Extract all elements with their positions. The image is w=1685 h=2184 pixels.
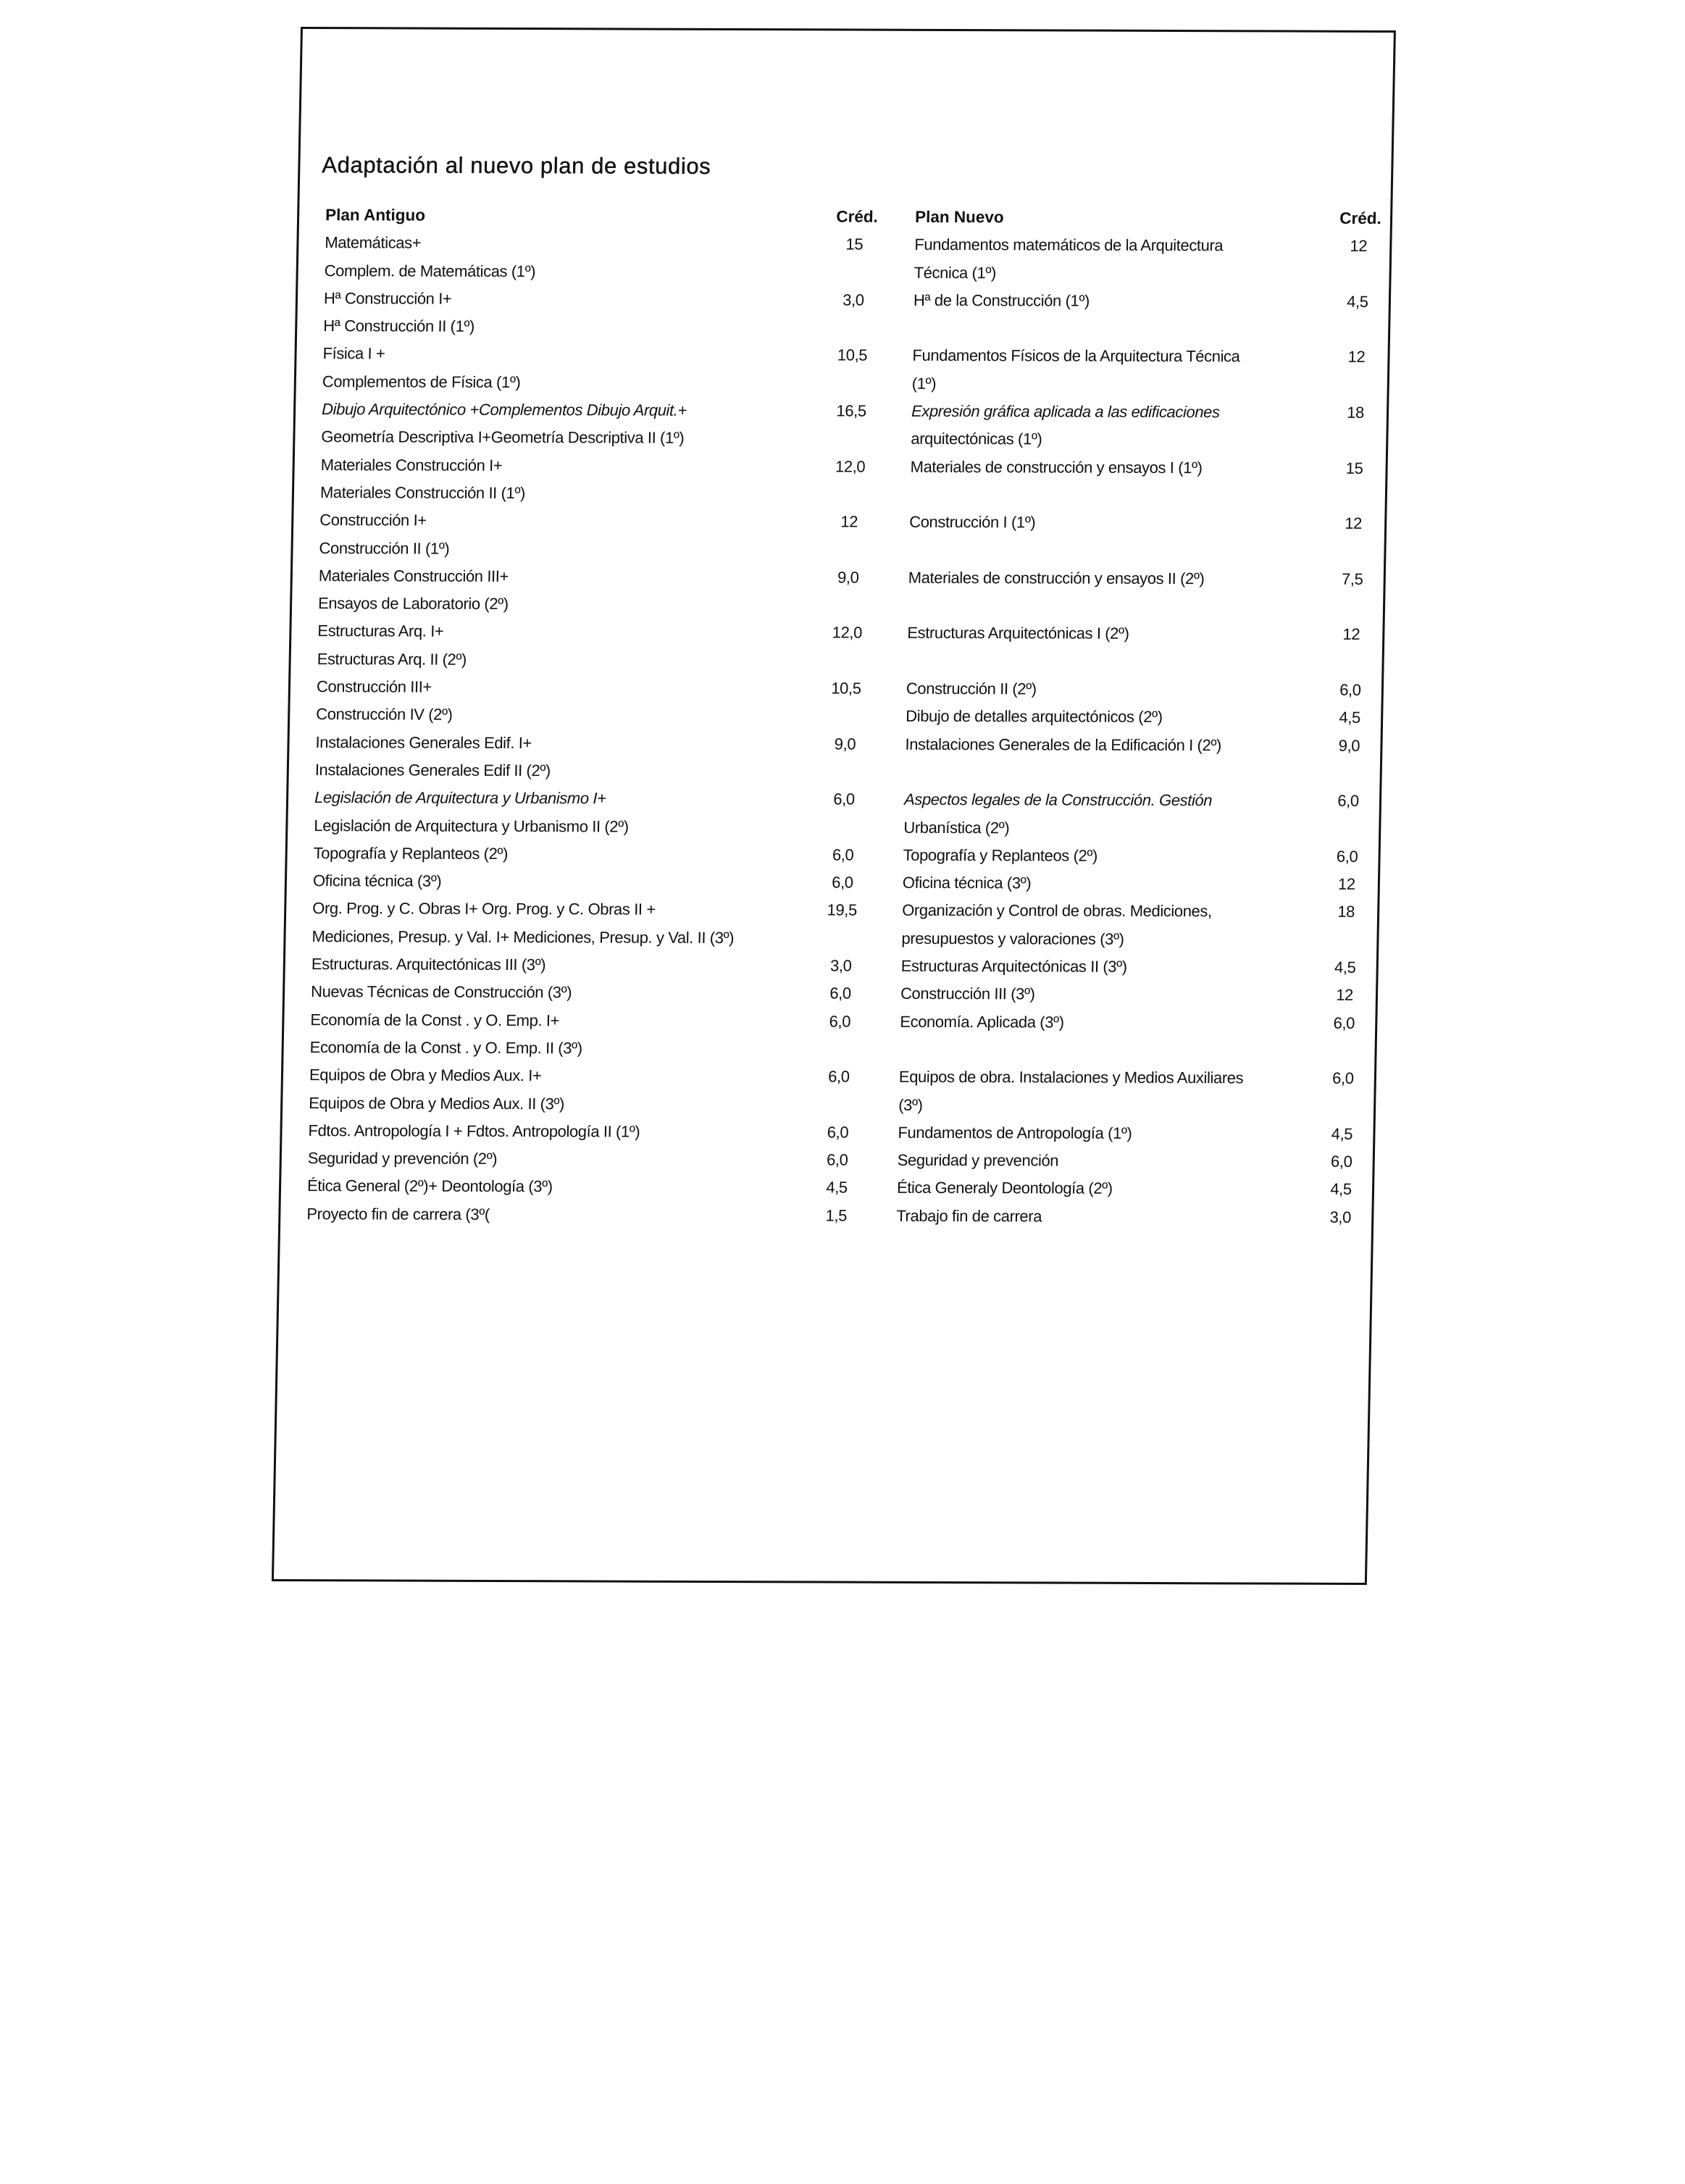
old-subject: Hª Construcción I+ [323, 289, 452, 308]
old-subject: Nuevas Técnicas de Construcción (3º) [310, 982, 572, 1002]
old-subject: Matemáticas+ [325, 233, 422, 252]
old-credits: 6,0 [829, 1012, 851, 1031]
old-subject: Materiales Construcción III+ [318, 566, 509, 585]
new-credits: 7,5 [1341, 569, 1363, 588]
table-row [288, 729, 1380, 788]
old-credits: 4,5 [826, 1178, 848, 1197]
table-row [293, 506, 1384, 566]
new-credits: 12 [1335, 986, 1354, 1005]
table-row-line [298, 257, 1389, 288]
table-row [297, 285, 1389, 344]
old-credits: 16,5 [836, 401, 866, 420]
new-subject: Hª de la Construcción (1º) [913, 290, 1090, 310]
new-credits: 3,0 [1329, 1208, 1352, 1226]
old-credits: 9,0 [834, 735, 856, 753]
table-row-line [280, 1200, 1372, 1231]
new-credits: 4,5 [1346, 292, 1368, 311]
new-credits: 12 [1342, 625, 1360, 644]
table-row-line [288, 784, 1380, 815]
table-row [285, 950, 1376, 982]
old-credits: 6,0 [826, 1150, 848, 1169]
table-row-line [296, 340, 1388, 371]
new-credits: 6,0 [1330, 1152, 1352, 1171]
header-old-credits: Créd. [836, 207, 879, 226]
old-subject: Equipos de Obra y Medios Aux. II (3º) [309, 1093, 565, 1113]
new-subject: Instalaciones Generales de la Edificación I (2º) [905, 735, 1222, 754]
new-subject: Construcción II (2º) [906, 679, 1037, 698]
table-row-line [284, 1006, 1376, 1037]
table-row-line [282, 1117, 1373, 1148]
old-subject: Geometría Descriptiva I+Geometría Descriptiva II (1º) [321, 427, 685, 448]
table-row-line [294, 451, 1386, 482]
old-subject: Dibujo Arquitectónico +Complementos Dibujo Arquit.+ [321, 400, 687, 419]
new-subject: Oficina técnica (3º) [902, 873, 1032, 892]
table-row-line [289, 729, 1381, 760]
old-subject: Estructuras. Arquitectónicas III (3º) [311, 955, 546, 974]
new-subject: arquitectónicas (1º) [911, 430, 1042, 448]
old-credits: 1,5 [825, 1206, 848, 1225]
new-credits: 6,0 [1333, 1013, 1355, 1032]
new-credits: 4,5 [1331, 1124, 1353, 1143]
old-subject: Legislación de Arquitectura y Urbanismo II (2º) [314, 816, 629, 836]
table-row-line [291, 617, 1383, 648]
table-row [281, 1172, 1373, 1203]
table-row-line [283, 1089, 1374, 1121]
table-row [296, 340, 1387, 399]
table-row-line [295, 423, 1387, 454]
table-body [280, 229, 1390, 1231]
table-row-line [297, 312, 1389, 343]
new-subject: (1º) [911, 374, 937, 393]
old-subject: Construcción I+ [319, 511, 427, 530]
new-subject: Expresión gráfica aplicada a las edificaciones [911, 401, 1220, 422]
table-row [280, 1200, 1372, 1231]
old-subject: Fdtos. Antropología I + Fdtos. Antropología II (1º) [308, 1121, 640, 1141]
new-subject: Topografía y Replanteos (2º) [903, 845, 1098, 865]
new-subject: Fundamentos de Antropología (1º) [898, 1123, 1132, 1142]
document-title: Adaptación al nuevo plan de estudios [322, 152, 711, 179]
table-row [290, 700, 1381, 732]
new-credits: 12 [1350, 237, 1368, 256]
old-credits: 12,0 [832, 623, 863, 643]
new-credits: 6,0 [1339, 680, 1361, 699]
new-subject: Economía. Aplicada (3º) [900, 1012, 1064, 1032]
new-subject: Construcción I (1º) [909, 513, 1036, 532]
table-row [283, 1006, 1375, 1066]
table-row-line [293, 535, 1384, 566]
table-row-line [292, 562, 1384, 593]
table-row [288, 784, 1379, 843]
old-credits: 6,0 [832, 873, 853, 892]
old-subject: Legislación de Arquitectura y Urbanismo I+ [314, 788, 606, 808]
new-credits: 6,0 [1331, 1069, 1354, 1088]
document-frame [272, 27, 1396, 1585]
old-credits: 19,5 [827, 900, 858, 920]
new-credits: 4,5 [1339, 708, 1361, 727]
new-credits: 6,0 [1336, 847, 1358, 866]
new-subject: Trabajo fin de carrera [896, 1206, 1042, 1226]
old-subject: Instalaciones Generales Edif. I+ [315, 732, 532, 752]
new-credits: 15 [1345, 459, 1363, 477]
table-row-line [288, 756, 1380, 787]
old-credits: 6,0 [828, 1067, 850, 1086]
old-credits: 12 [840, 512, 858, 531]
new-credits: 12 [1345, 514, 1363, 533]
new-subject: Técnica (1º) [913, 263, 997, 282]
old-subject: Materiales Construcción I+ [320, 455, 503, 474]
new-subject: Aspectos legales de la Construcción. Gestión [903, 790, 1213, 810]
old-subject: Seguridad y prevención (2º) [307, 1149, 498, 1168]
old-credits: 10,5 [831, 679, 861, 698]
table-row [292, 562, 1384, 622]
table-row-line [283, 1061, 1375, 1092]
table-row-line [296, 396, 1387, 427]
old-credits: 6,0 [832, 845, 854, 864]
old-credits: 15 [845, 235, 864, 254]
table-row [281, 1145, 1373, 1176]
table-row-line [290, 700, 1381, 732]
old-subject: Estructuras Arq. II (2º) [317, 649, 467, 669]
new-subject: Estructuras Arquitectónicas II (3º) [900, 956, 1127, 976]
table-row [298, 229, 1389, 288]
equivalence-table [280, 201, 1390, 1231]
new-subject: Ética Generaly Deontología (2º) [896, 1179, 1113, 1198]
table-row-line [296, 368, 1387, 399]
table-row-line [285, 950, 1376, 982]
table-row [295, 396, 1387, 455]
old-credits: 6,0 [829, 984, 852, 1003]
old-subject: Materiales Construcción II (1º) [319, 483, 526, 503]
new-subject: presupuestos y valoraciones (3º) [901, 929, 1124, 948]
new-credits: 4,5 [1330, 1180, 1352, 1199]
table-row-line [283, 1034, 1375, 1065]
old-subject: Construcción IV (2º) [316, 705, 453, 724]
new-subject: Fundamentos matemáticos de la Arquitectura [914, 235, 1224, 255]
table-row-line [287, 840, 1379, 871]
new-subject: (3º) [898, 1095, 923, 1114]
new-subject: Fundamentos Físicos de la Arquitectura Técnica [912, 346, 1240, 366]
table-row-line [281, 1145, 1373, 1176]
table-row-line [298, 285, 1389, 316]
old-subject: Equipos de Obra y Medios Aux. I+ [309, 1066, 542, 1085]
header-new-plan: Plan Nuevo [914, 207, 1004, 227]
new-subject: Materiales de construcción y ensayos II (2º) [908, 568, 1205, 588]
table-row [285, 978, 1376, 1009]
old-subject: Complementos de Física (1º) [322, 372, 521, 391]
new-subject: Organización y Control de obras. Mediciones, [901, 901, 1212, 921]
new-subject: Urbanística (2º) [903, 818, 1010, 837]
old-subject: Instalaciones Generales Edif II (2º) [314, 761, 551, 780]
old-credits: 6,0 [827, 1123, 849, 1142]
table-row-line [298, 229, 1390, 260]
old-credits: 3,0 [829, 956, 852, 975]
new-subject: Seguridad y prevención [897, 1150, 1059, 1170]
table-row [294, 451, 1386, 511]
table-row [290, 673, 1382, 704]
new-subject: Equipos de obra. Instalaciones y Medios Auxiliares [898, 1068, 1244, 1087]
old-subject: Proyecto fin de carrera (3º( [306, 1204, 490, 1223]
new-subject: Materiales de construcción y ensayos I (1º) [910, 457, 1203, 477]
old-subject: Hª Construcción II (1º) [323, 317, 475, 336]
new-credits: 4,5 [1334, 958, 1356, 976]
new-credits: 6,0 [1337, 792, 1359, 811]
old-subject: Física I + [322, 344, 385, 363]
table-row-line [288, 812, 1379, 843]
new-subject: Construcción III (3º) [900, 984, 1035, 1003]
old-subject: Oficina técnica (3º) [312, 871, 442, 890]
table-row-line [285, 978, 1376, 1009]
old-subject: Topografía y Replanteos (2º) [313, 843, 509, 863]
table-row-line [286, 895, 1378, 926]
new-credits: 18 [1346, 403, 1365, 422]
table-row-line [290, 673, 1382, 704]
old-subject: Economía de la Const . y O. Emp. I+ [310, 1010, 560, 1029]
table-row [290, 617, 1382, 677]
old-subject: Estructuras Arq. I+ [317, 622, 444, 641]
old-subject: Construcción III+ [316, 677, 432, 696]
table-header [299, 201, 1391, 233]
old-credits: 10,5 [837, 346, 868, 365]
new-subject: Estructuras Arquitectónicas I (2º) [907, 624, 1129, 643]
table-row-line [292, 590, 1384, 621]
table-row [287, 840, 1379, 871]
table-row-line [294, 479, 1386, 510]
new-credits: 18 [1337, 903, 1355, 921]
table-row [285, 895, 1377, 954]
old-subject: Construcción II (1º) [319, 538, 450, 558]
new-credits: 9,0 [1338, 736, 1360, 755]
old-credits: 3,0 [842, 290, 864, 309]
table-row [283, 1061, 1374, 1121]
old-credits: 12,0 [835, 457, 866, 476]
old-subject: Complem. de Matemáticas (1º) [324, 261, 536, 280]
table-row-line [287, 867, 1379, 898]
new-credits: 12 [1347, 348, 1366, 367]
table-row-line [293, 506, 1385, 537]
new-subject: Dibujo de detalles arquitectónicos (2º) [905, 707, 1163, 727]
old-subject: Ensayos de Laboratorio (2º) [317, 594, 509, 614]
old-subject: Org. Prog. y C. Obras I+ Org. Prog. y C. Obras II + [312, 899, 656, 919]
table-row [282, 1117, 1373, 1148]
table-row [287, 867, 1379, 898]
table-row-line [290, 645, 1382, 677]
new-credits: 12 [1337, 874, 1355, 894]
header-new-credits: Créd. [1339, 209, 1382, 227]
old-credits: 9,0 [837, 568, 859, 587]
table-row-line [281, 1172, 1373, 1203]
old-credits: 6,0 [833, 790, 856, 808]
old-subject: Ética General (2º)+ Deontología (3º) [306, 1176, 553, 1196]
table-row-line [285, 923, 1377, 954]
old-subject: Economía de la Const . y O. Emp. II (3º) [309, 1038, 582, 1058]
header-old-plan: Plan Antiguo [325, 206, 426, 225]
old-subject: Mediciones, Presup. y Val. I+ Mediciones, Presup. y Val. II (3º) [312, 926, 735, 947]
